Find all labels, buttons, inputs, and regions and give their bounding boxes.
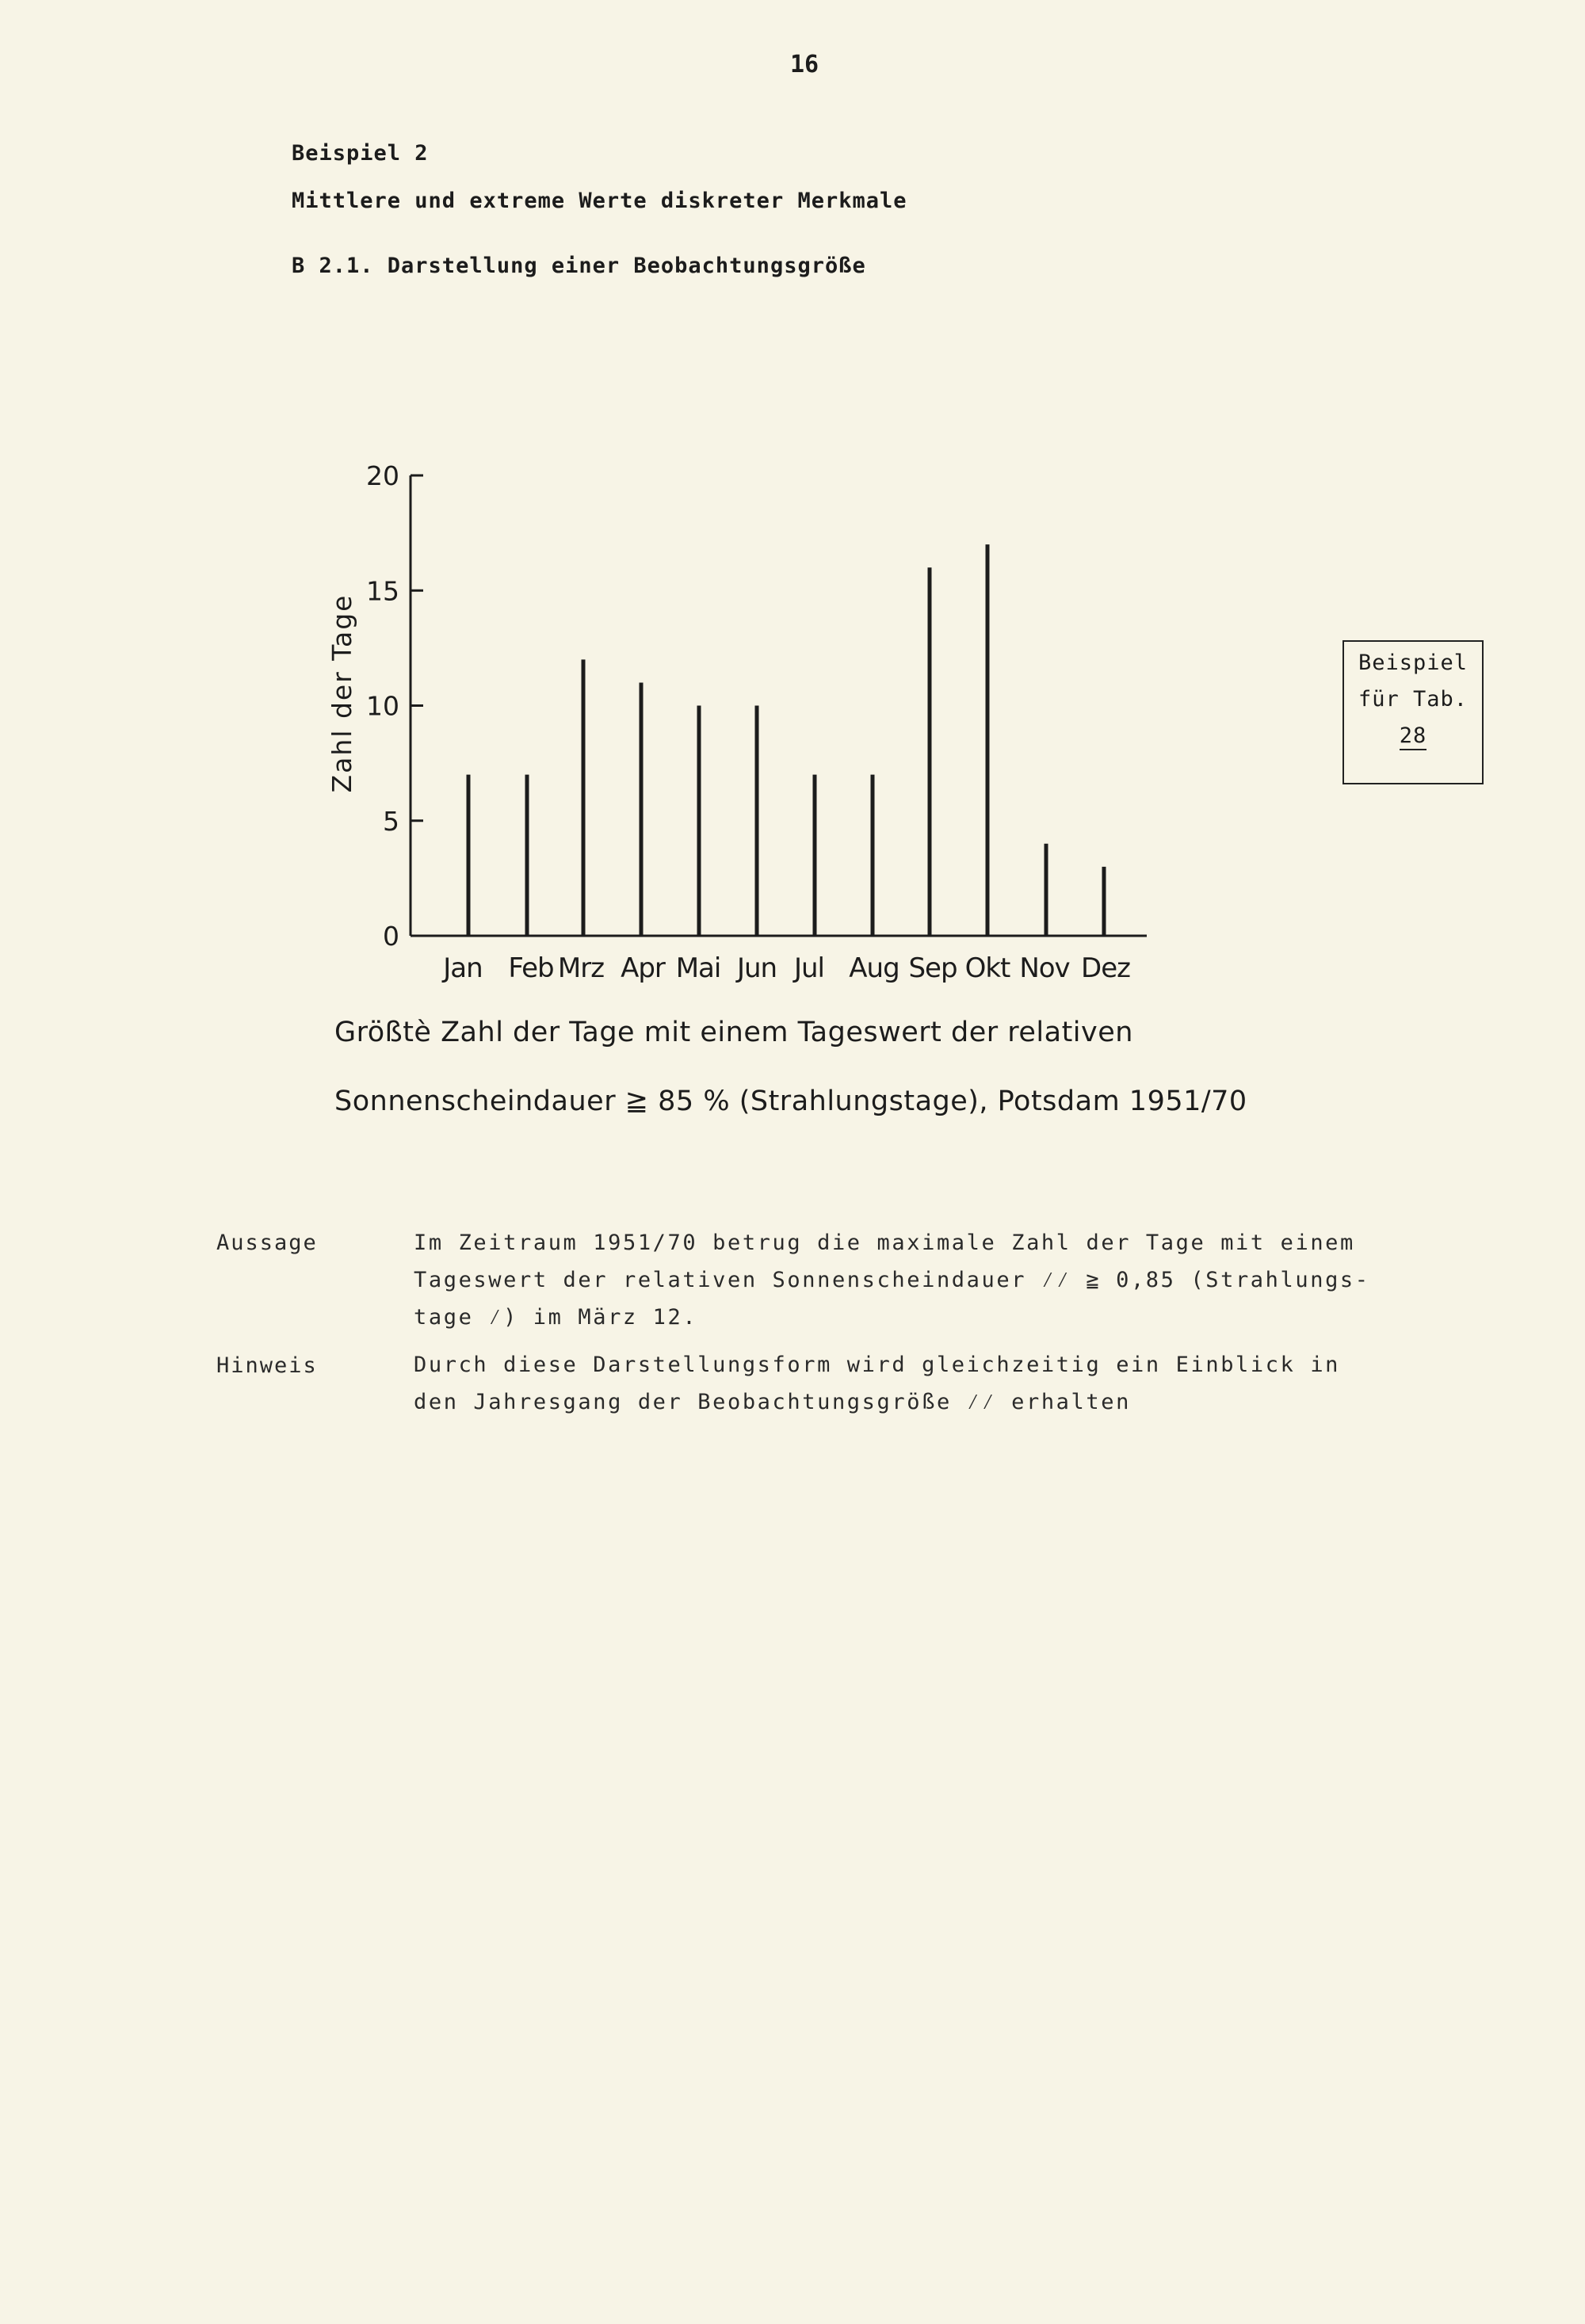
y-tick-label: 5 (383, 805, 399, 837)
y-tick-label: 15 (366, 575, 399, 607)
statement-line-3: tage ⁄) im März 12. (414, 1305, 698, 1330)
statement-label: Aussage (216, 1231, 318, 1255)
x-tick-label: Mrz (557, 952, 605, 984)
x-tick-label: Jul (793, 952, 825, 984)
hint-line-2: den Jahresgang der Beobachtungsgröße ⁄⁄ erhalten (414, 1390, 1131, 1414)
page-number: 16 (789, 51, 819, 78)
statement-line-1: Im Zeitraum 1951/70 betrug die maximale Zahl der Tage mit einem (414, 1231, 1355, 1255)
y-tick-label: 10 (366, 690, 399, 722)
y-tick-label: 0 (383, 921, 399, 952)
x-tick-label: Sep (908, 952, 957, 984)
statement-line-2: Tageswert der relativen Sonnenscheindauer ⁄⁄ ≧ 0,85 (Strahlungs- (414, 1268, 1370, 1292)
chart-caption-line-1: Größtè Zahl der Tage mit einem Tageswert der relativen (334, 1017, 1133, 1048)
hint-label: Hinweis (216, 1353, 318, 1378)
x-tick-label: Jan (443, 952, 483, 984)
x-tick-label: Jun (736, 952, 777, 984)
example-label: Beispiel 2 (292, 141, 429, 166)
y-tick-label: 20 (366, 460, 399, 491)
x-tick-label: Apr (621, 952, 665, 984)
statement-text (414, 1224, 1396, 1336)
chart-y-ticks (366, 460, 423, 952)
ref-box-line-2: für Tab. (1358, 687, 1469, 712)
x-tick-label: Okt (964, 952, 1010, 984)
x-tick-label: Aug (849, 952, 899, 984)
ref-box-table-number: 28 (1400, 723, 1427, 750)
hint-text (414, 1346, 1396, 1421)
chart-x-ticks (441, 952, 1130, 984)
bar-chart (0, 0, 1585, 1030)
section-title: Mittlere und extreme Werte diskreter Merkmale (292, 189, 907, 213)
chart-caption-line-2: Sonnenscheindauer ≧ 85 % (Strahlungstage), Potsdam 1951/70 (334, 1086, 1247, 1117)
hint-line-1: Durch diese Darstellungsform wird gleichzeitig ein Einblick in (414, 1353, 1341, 1377)
chart-bars (468, 544, 1104, 936)
chart-axes (411, 475, 1147, 936)
y-axis-label: Zahl der Tage (327, 593, 357, 793)
subsection-title: B 2.1. Darstellung einer Beobachtungsgröße (292, 254, 866, 278)
ref-box-line-1: Beispiel (1358, 651, 1469, 675)
x-tick-label: Feb (508, 952, 554, 984)
x-tick-label: Dez (1081, 952, 1130, 984)
x-tick-label: Nov (1019, 952, 1070, 984)
table-reference-box (1342, 640, 1484, 784)
x-tick-label: Mai (675, 952, 721, 984)
